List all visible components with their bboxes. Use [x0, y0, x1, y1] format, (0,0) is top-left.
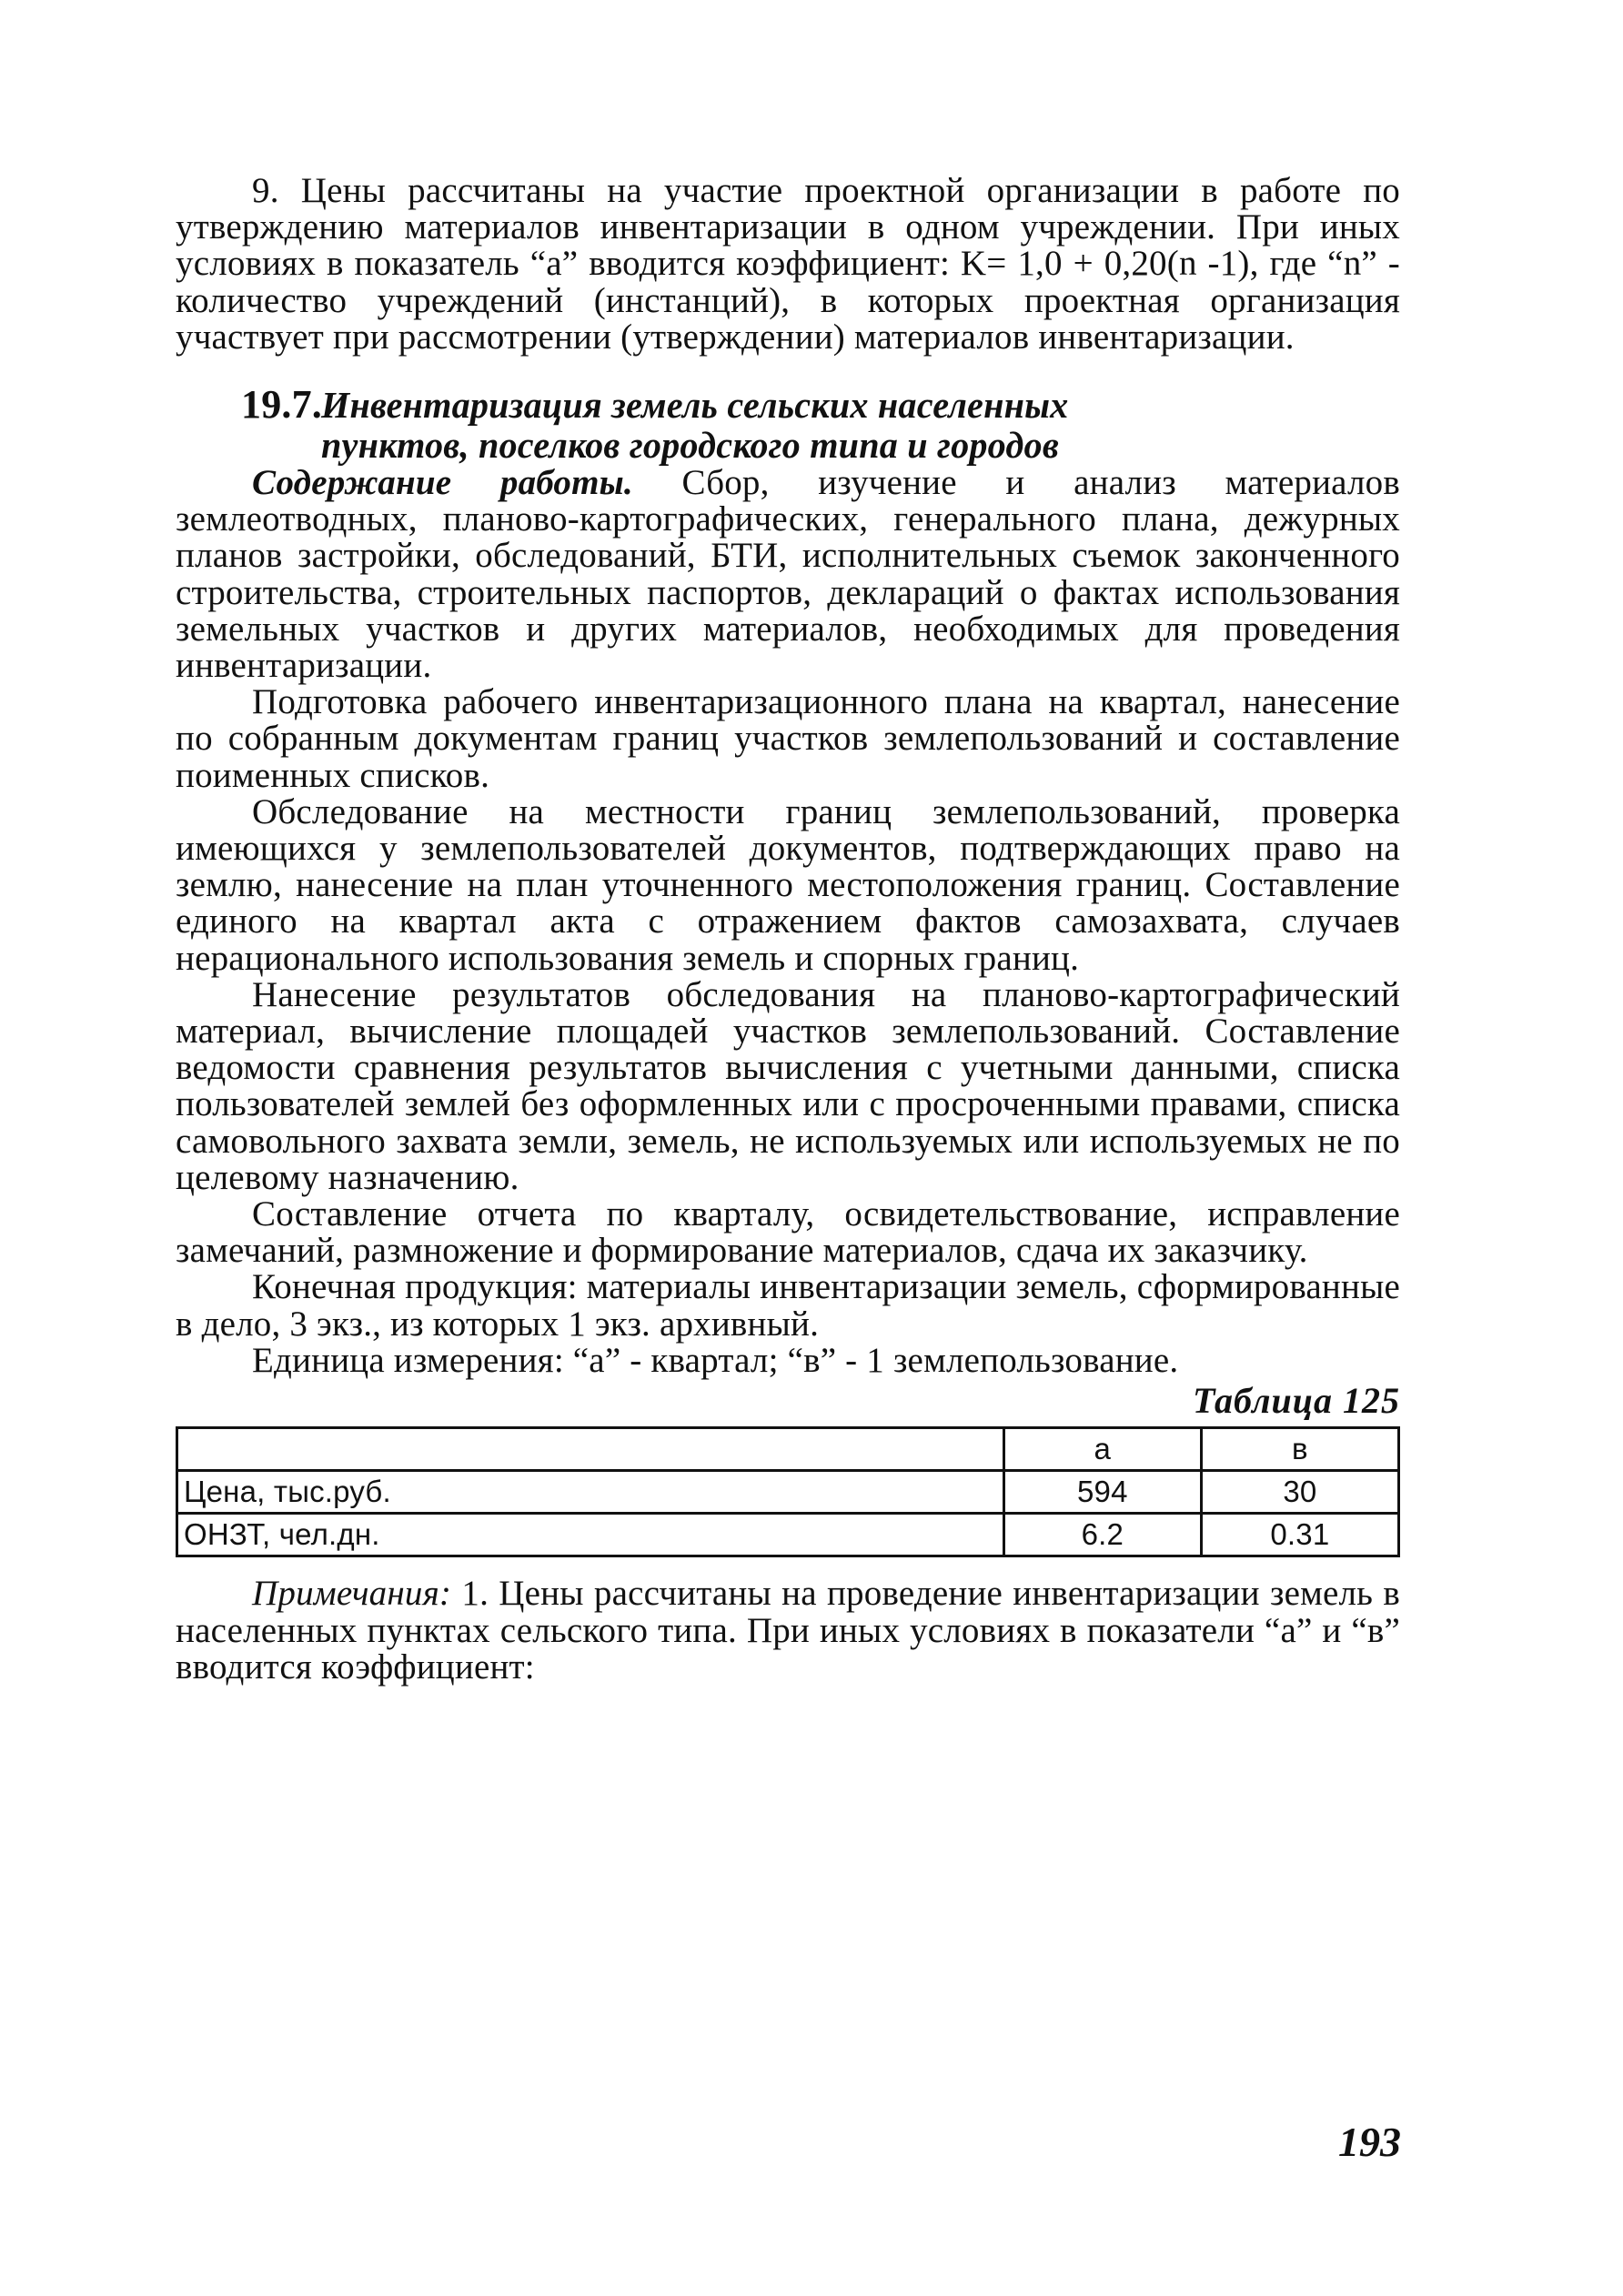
- table-header-empty: [177, 1428, 1004, 1471]
- table-header-a: а: [1003, 1428, 1201, 1471]
- notes-text: 1. Цены рассчитаны на проведение инвентаризации земель в населенных пунктах сельского типа. При иных условиях в показатели “а” и “в” вводится коэффициент:: [176, 1574, 1400, 1687]
- page-number: 193: [1338, 2119, 1401, 2165]
- section-number: 19.7.: [241, 382, 322, 428]
- content-of-work-label: Содержание работы.: [252, 463, 633, 503]
- table-cell-a: 6.2: [1003, 1514, 1201, 1556]
- paragraph-preparation: Подготовка рабочего инвентаризационного плана на квартал, нанесение по собранным документам границ участков землепользований и составление поименных списков.: [176, 682, 1400, 795]
- paragraph-item-9: 9. Цены рассчитаны на участие проектной организации в работе по утверждению материалов инвентаризации в одном учреждении. При иных условиях в показатель “а” вводится коэффициент: K= 1,0 + 0,20(n -1), где “n” - количество учреждений (инстанций), в которых проектная организация участвует при рассмотрении (утверждении) материалов инвентаризации.: [176, 171, 1400, 357]
- table-header-b: в: [1201, 1428, 1398, 1471]
- table-cell-label: ОНЗТ, чел.дн.: [177, 1514, 1004, 1556]
- notes-paragraph: [176, 1576, 1400, 1686]
- table-row: [177, 1514, 1399, 1556]
- table-cell-b: 30: [1201, 1471, 1398, 1514]
- table-caption: Таблица 125: [1193, 1380, 1400, 1422]
- section-heading: [176, 382, 1400, 467]
- paragraph-final-product: Конечная продукция: материалы инвентаризации земель, сформированные в дело, 3 экз., из которых 1 экз. архивный.: [176, 1267, 1400, 1344]
- section-title-line-2: пунктов, поселков городского типа и городов: [321, 424, 1059, 467]
- table-header-row: [177, 1428, 1399, 1471]
- paragraph-unit-of-measure: Единица измерения: “а” - квартал; “в” - 1 землепользование.: [252, 1340, 1179, 1380]
- table-row: [177, 1471, 1399, 1514]
- content-of-work-text: Сбор, изучение и анализ материалов землеотводных, планово-картографических, генерального плана, дежурных планов застройки, обследований, БТИ, исполнительных съемок законченного строительства, строительных паспортов, деклараций о фактах использования земельных участков и других материалов, необходимых для проведения инвентаризации.: [176, 463, 1400, 686]
- section-title-line-1: Инвентаризация земель сельских населенных: [321, 384, 1069, 427]
- table-cell-label: Цена, тыс.руб.: [177, 1471, 1004, 1514]
- price-table: [176, 1426, 1400, 1557]
- table-cell-b: 0.31: [1201, 1514, 1398, 1556]
- paragraph-mapping: Нанесение результатов обследования на планово-картографический материал, вычисление площадей участков землепользований. Составление ведомости сравнения результатов вычисления с учетными данными, списка пользователей землей без оформленных или с просроченными правами, списка самовольного захвата земли, земель, не используемых или используемых не по целевому назначению.: [176, 974, 1400, 1197]
- notes-label: Примечания:: [252, 1574, 452, 1614]
- table-cell-a: 594: [1003, 1471, 1201, 1514]
- paragraph-content-of-work: [176, 465, 1400, 684]
- paragraph-report: Составление отчета по кварталу, освидетельствование, исправление замечаний, размножение и формирование материалов, сдача их заказчику.: [176, 1194, 1400, 1271]
- text-column: [176, 173, 1400, 1686]
- paragraph-survey: Обследование на местности границ землепользований, проверка имеющихся у землепользователей документов, подтверждающих право на землю, нанесение на план уточненного местоположения границ. Составление единого на квартал акта с отражением фактов самозахвата, случаев нерационального использования земель и спорных границ.: [176, 791, 1400, 978]
